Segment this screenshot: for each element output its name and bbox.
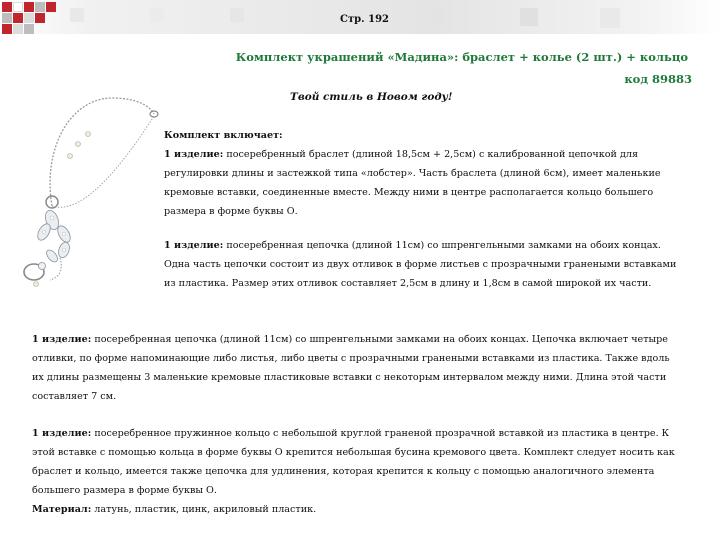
material-text: латунь, пластик, цинк, акриловый пластик.: [94, 504, 317, 515]
material-label: Материал:: [32, 504, 92, 515]
item-3-label: 1 изделие:: [32, 334, 92, 345]
item-4-text: посеребренное пружинное кольцо с небольшой круглой граненой прозрачной вставкой из пластика в центре. К этой вставке с помощью кольца в форме буквы О крепится небольшая бусина кремового цвета. Комплект следует носить как браслет и кольцо, имеется также цепочка для удлинения, которая крепится к кольцу с помощью аналогичного элемента большего размера в форме буквы О.: [32, 428, 675, 496]
item-2-text: посеребренная цепочка (длиной 11см) со шпренгельными замками на обоих концах. Одна часть цепочки состоит из двух отливок в форме листьев с прозрачными гранеными вставками из пластика. Размер этих отливок составляет 2,5см в длину и 1,8см в самой широкой их части.: [164, 240, 677, 289]
item-4-block: [32, 424, 682, 519]
product-code: код 89883: [624, 72, 692, 86]
item-1-text: посеребренный браслет (длиной 18,5см + 2,5см) с калиброванной цепочкой для регулировки длины и застежкой типа «лобстер». Часть браслета (длиной 6см), имеет маленькие кремовые вставки, соединенные вместе. Между ними в центре располагается кольцо большего размера в форме буквы О.: [164, 149, 661, 217]
item-2-block: [164, 236, 684, 293]
product-image: [12, 86, 162, 296]
bracelet-ring-illustration: [12, 86, 162, 296]
page-number: Стр. 192: [340, 14, 389, 25]
item-4-label: 1 изделие:: [32, 428, 92, 439]
item-3-block: [32, 330, 682, 406]
slogan: Твой стиль в Новом году!: [290, 91, 453, 103]
includes-heading: Комплект включает:: [164, 130, 283, 141]
item-1-label: 1 изделие:: [164, 149, 224, 160]
item-3-text: посеребренная цепочка (длиной 11см) со шпренгельными замками на обоих концах. Цепочка включает четыре отливки, по форме напоминающие либо листья, либо цветы с прозрачными гранеными вставками из пластика. Также вдоль их длины размещены 3 маленькие кремовые пластиковые вставки с некоторым интервалом между ними. Длина этой части составляет 7 см.: [32, 334, 670, 402]
item-2-label: 1 изделие:: [164, 240, 224, 251]
product-title: Комплект украшений «Мадина»: браслет + колье (2 шт.) + кольцо: [235, 50, 688, 64]
includes-block: [164, 126, 684, 221]
